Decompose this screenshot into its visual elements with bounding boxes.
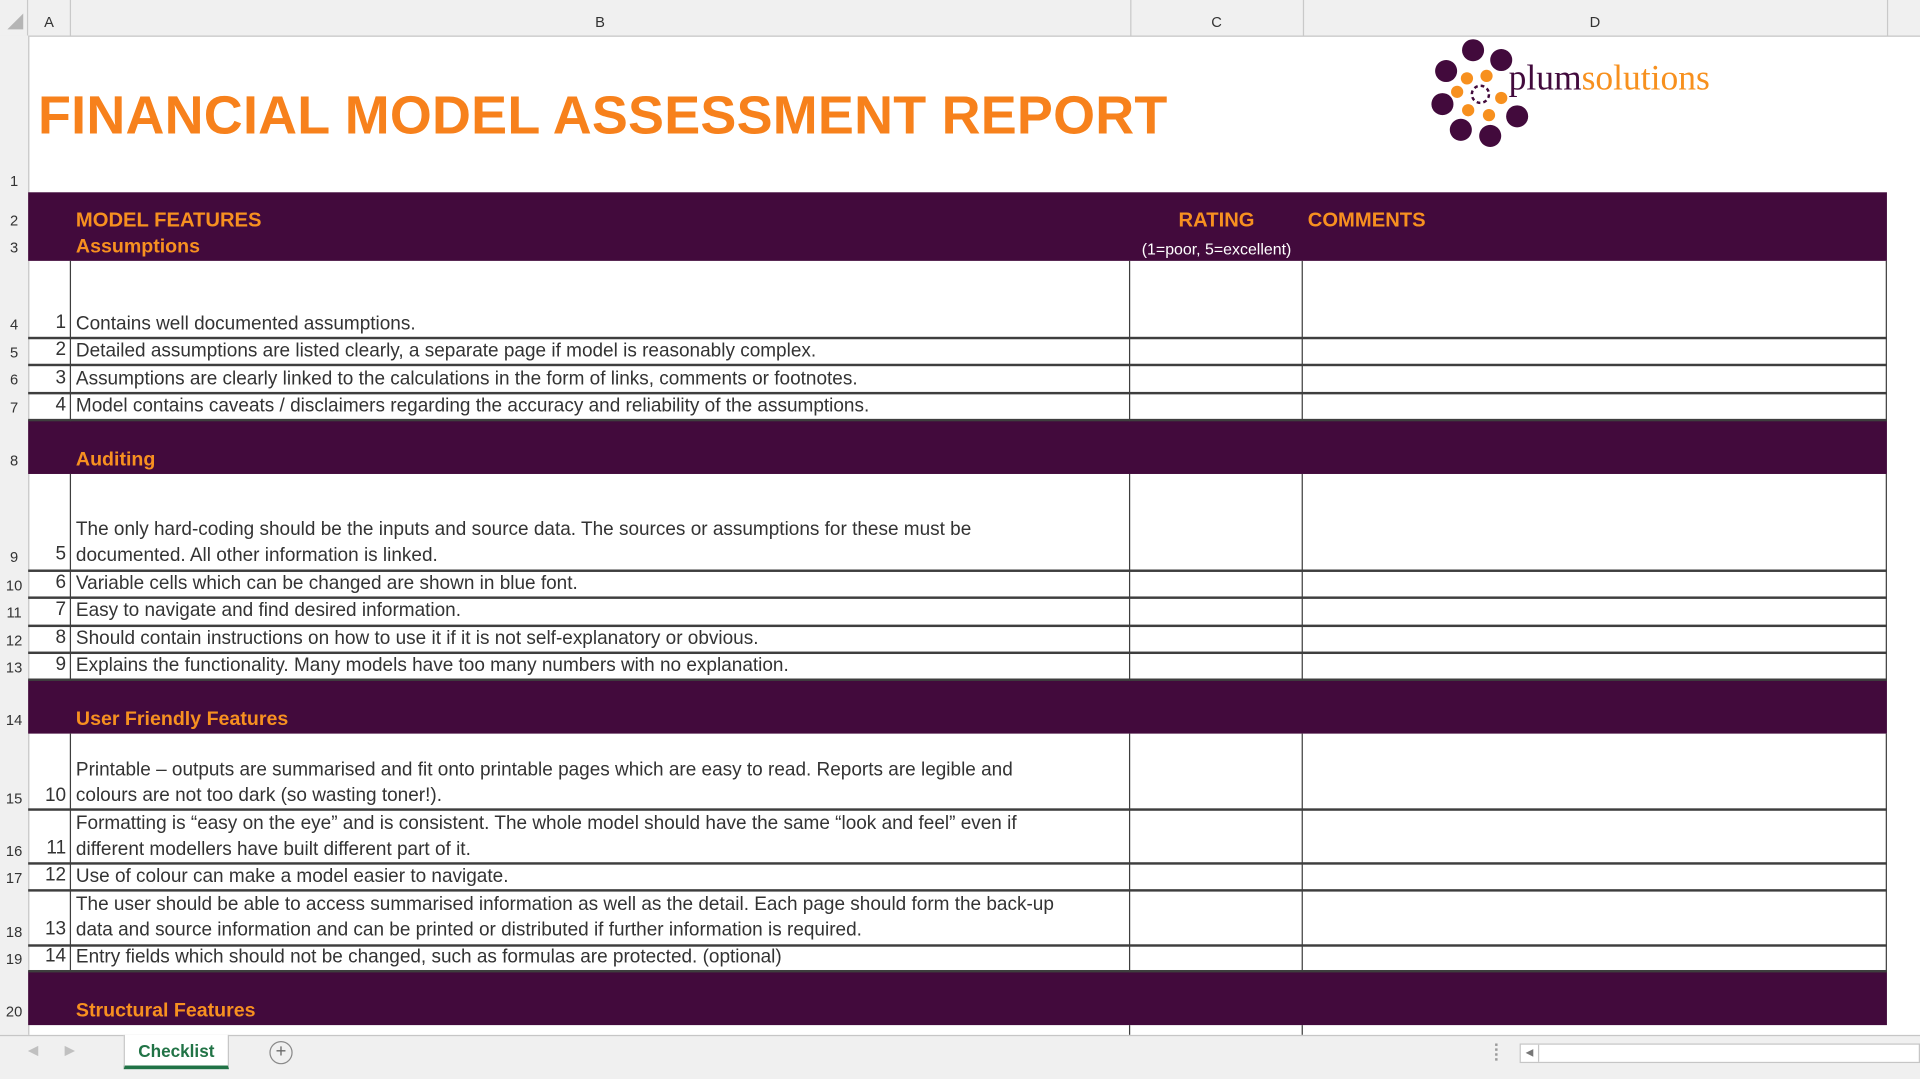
item-text: Detailed assumptions are listed clearly, a separate page if model is reasonably complex. bbox=[75, 340, 817, 362]
item-number: 2 bbox=[55, 339, 67, 361]
tab-split-handle-icon[interactable] bbox=[1495, 1043, 1500, 1060]
row-header-20[interactable]: 20 bbox=[5, 1003, 23, 1021]
grid-line bbox=[1886, 261, 1887, 421]
item-text: Variable cells which can be changed are shown in blue font. bbox=[75, 573, 578, 594]
row-header-5[interactable]: 5 bbox=[9, 344, 19, 362]
row-header-17[interactable]: 17 bbox=[5, 869, 23, 887]
grid-line bbox=[70, 261, 71, 421]
grid-line bbox=[1302, 261, 1303, 421]
sheet-tab-checklist[interactable] bbox=[124, 1035, 229, 1069]
item-number: 3 bbox=[55, 367, 67, 389]
item-number: 14 bbox=[45, 945, 67, 967]
grid-line bbox=[70, 474, 71, 681]
section-title-user-friendly: User Friendly Features bbox=[75, 709, 289, 730]
grid-line bbox=[1302, 734, 1303, 973]
select-all-corner[interactable] bbox=[0, 0, 28, 36]
grid-line bbox=[1302, 474, 1303, 681]
row-header-9[interactable]: 9 bbox=[9, 548, 19, 566]
header-rating-scale: (1=poor, 5=excellent) bbox=[1141, 240, 1292, 259]
item-text: Printable – outputs are summarised and fit onto printable pages which are easy to read. Reports are legible and colours are not too dark (so wasting toner!). bbox=[75, 759, 1013, 806]
tab-scroll-left-icon[interactable]: ◀ bbox=[27, 1043, 39, 1059]
horizontal-scrollbar[interactable] bbox=[1520, 1043, 1920, 1063]
item-text: Model contains caveats / disclaimers regarding the accuracy and reliability of the assumptions. bbox=[75, 395, 870, 417]
row-header-3[interactable]: 3 bbox=[9, 238, 19, 256]
row-header-11[interactable]: 11 bbox=[6, 603, 22, 621]
item-number: 6 bbox=[55, 571, 67, 593]
plum-solutions-logo bbox=[1428, 37, 1746, 150]
item-number: 1 bbox=[55, 312, 67, 334]
grid-line bbox=[1129, 261, 1130, 421]
item-text: Formatting is “easy on the eye” and is consistent. The whole model should have the same “look and feel” even if different modellers have built different part of it. bbox=[75, 813, 1017, 860]
grid-line bbox=[70, 734, 71, 973]
grid-line bbox=[1886, 734, 1887, 973]
header-model-features: MODEL FEATURES bbox=[75, 209, 262, 232]
row-header-14[interactable]: 14 bbox=[5, 711, 23, 729]
row-header-2[interactable]: 2 bbox=[9, 211, 19, 230]
item-text: The only hard-coding should be the inputs and source data. The sources or assumptions for these must be documented. All other information is linked. bbox=[75, 519, 972, 566]
item-number: 9 bbox=[55, 654, 67, 675]
row-header-16[interactable]: 16 bbox=[5, 842, 23, 860]
grid-line bbox=[1886, 474, 1887, 681]
tab-scroll-right-icon[interactable]: ▶ bbox=[64, 1043, 75, 1059]
section-title-auditing: Auditing bbox=[75, 449, 156, 471]
row-header-13[interactable]: 13 bbox=[5, 658, 23, 677]
column-header-b[interactable]: B bbox=[70, 0, 1132, 36]
scroll-left-arrow-icon[interactable]: ◀ bbox=[1521, 1045, 1539, 1062]
item-text: Assumptions are clearly linked to the calculations in the form of links, comments or footnotes. bbox=[75, 368, 858, 390]
report-title: FINANCIAL MODEL ASSESSMENT REPORT bbox=[37, 85, 1168, 146]
row-header-18[interactable]: 18 bbox=[5, 923, 23, 941]
section-band-auditing bbox=[28, 420, 1887, 474]
item-number: 13 bbox=[45, 918, 67, 940]
row-header-1[interactable]: 1 bbox=[9, 172, 19, 190]
item-number: 11 bbox=[46, 837, 67, 859]
item-number: 7 bbox=[55, 598, 67, 620]
item-text: Explains the functionality. Many models have too many numbers with no explanation. bbox=[75, 655, 789, 677]
item-text: Easy to navigate and find desired information. bbox=[75, 600, 462, 621]
item-number: 10 bbox=[45, 785, 67, 806]
section-band-structural bbox=[28, 971, 1887, 1025]
row-header-10[interactable]: 10 bbox=[5, 576, 23, 594]
row-header-19[interactable]: 19 bbox=[5, 950, 23, 968]
grid-line bbox=[1129, 1025, 1130, 1035]
sheet-tab-label: Checklist bbox=[138, 1041, 215, 1061]
item-number: 12 bbox=[45, 864, 67, 886]
item-text: The user should be able to access summarised information as well as the detail. Each page should form the back-up data and source information and can be printed or distributed if further information is required. bbox=[75, 894, 1054, 941]
item-text: Use of colour can make a model easier to navigate. bbox=[75, 865, 509, 887]
logo-text-plum: plum bbox=[1508, 58, 1582, 98]
item-text: Should contain instructions on how to use it if it is not self-explanatory or obvious. bbox=[75, 628, 759, 650]
row-header-12[interactable]: 12 bbox=[5, 631, 23, 650]
section-title-assumptions: Assumptions bbox=[75, 236, 201, 258]
column-header-d[interactable]: D bbox=[1303, 0, 1888, 36]
row-header-7[interactable]: 7 bbox=[9, 399, 19, 417]
item-text: Entry fields which should not be changed, such as formulas are protected. (optional) bbox=[75, 946, 782, 968]
column-header-a[interactable]: A bbox=[28, 0, 71, 36]
grid-line bbox=[1302, 1025, 1303, 1035]
section-title-structural: Structural Features bbox=[75, 1000, 256, 1022]
column-header-c[interactable]: C bbox=[1130, 0, 1304, 36]
row-header-8[interactable]: 8 bbox=[9, 451, 19, 470]
logo-wordmark bbox=[1509, 59, 1710, 99]
header-rating: RATING bbox=[1178, 209, 1255, 232]
logo-text-solutions: solutions bbox=[1581, 58, 1710, 98]
row-header-15[interactable]: 15 bbox=[5, 789, 23, 808]
section-band-user-friendly bbox=[28, 680, 1887, 734]
item-number: 8 bbox=[55, 627, 67, 648]
grid-line bbox=[1129, 734, 1130, 973]
item-text: Contains well documented assumptions. bbox=[75, 313, 416, 335]
grid-line bbox=[1129, 474, 1130, 681]
row-header-4[interactable]: 4 bbox=[9, 315, 19, 334]
item-number: 5 bbox=[55, 543, 67, 565]
header-band bbox=[28, 192, 1887, 261]
header-comments: COMMENTS bbox=[1307, 209, 1426, 232]
row-header-6[interactable]: 6 bbox=[9, 371, 19, 389]
item-number: 4 bbox=[55, 394, 67, 416]
add-sheet-icon[interactable]: + bbox=[269, 1041, 292, 1064]
